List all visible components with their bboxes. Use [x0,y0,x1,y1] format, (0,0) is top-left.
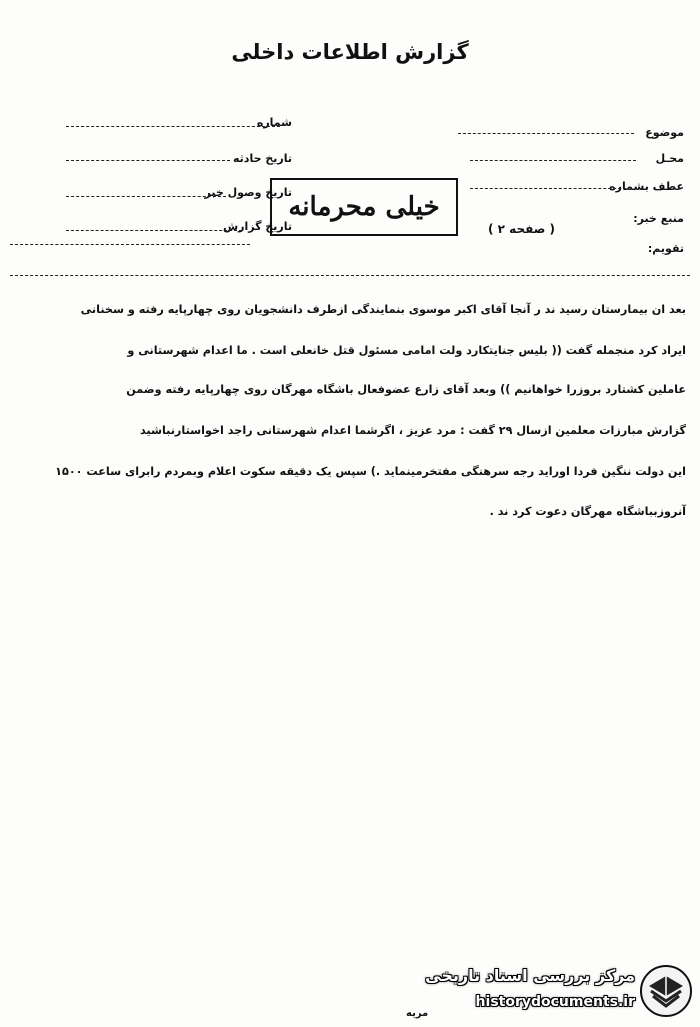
body-line: ایراد کرد منجمله گفت (( بلیس جنایتکارد ولت امامی مسئول قتل خانعلی است . ما اعدام شهرستانی و [127,344,686,357]
field-location-blank [470,160,636,161]
field-location-label: محـل [655,152,684,165]
field-number-label: شماره [256,116,292,129]
field-received-date-label: تاریخ وصول خبر [204,186,292,199]
field-reference-label: عطف بشماره [609,180,684,193]
page-number: ( صفحه ۲ ) [488,222,555,236]
field-subject-label: موضوع [645,126,684,139]
field-incident-date-blank [66,160,230,161]
body-line: گزارش مبارزات معلمین ازسال ۲۹ گفت : مرد عزیز ، اگرشما اعدام شهرستانی راجد اخواستارنباشید [139,424,686,437]
watermark-url: historydocuments.ir [475,994,635,1010]
field-report-date-label: تاریخ گزارش [222,220,292,233]
document-title: گزارش اطلاعات داخلی [231,40,469,64]
header-separator [10,275,690,276]
field-subject-blank [458,133,634,134]
body-line: بعد ان بیمارستان رسید ند ر آنجا آقای اکبر موسوی بنمایندگی ازطرف دانشجویان روی چهارپایه رفته و سخنانی [80,303,686,316]
watermark-edge-text: مریه [406,1008,429,1019]
field-source-label: منبع خبر: [633,212,684,225]
body-line: عاملین کشتارد بروزرا خواهانیم )) وبعد آقای زارع عضوفعال باشگاه مهرگان روی چهارپایه رفته وضمن [126,383,686,396]
classification-stamp: خیلی محرمانه [270,178,458,236]
body-line: آنروزبباشگاه مهرگان دعوت کرد ند . [489,505,686,518]
watermark [412,960,697,1024]
field-left-blank-1 [10,244,250,245]
field-incident-date-label: تاریخ حادثه [233,152,292,165]
watermark-name: مرکز بررسی اسناد تاریخی [425,966,635,985]
field-report-date-blank [66,230,242,231]
field-calendar-label: تقویم: [647,242,684,255]
field-reference-blank [470,188,626,189]
field-number-blank [66,126,280,127]
field-received-date-blank [66,196,226,197]
book-logo-icon [639,964,693,1018]
body-line: این دولت ننگین فردا اوراید رجه سرهنگی مفتخرمینماید .) سپس یک دقیقه سکوت اعلام وبمردم رابرای ساعت ۱۵۰۰ [55,465,686,478]
